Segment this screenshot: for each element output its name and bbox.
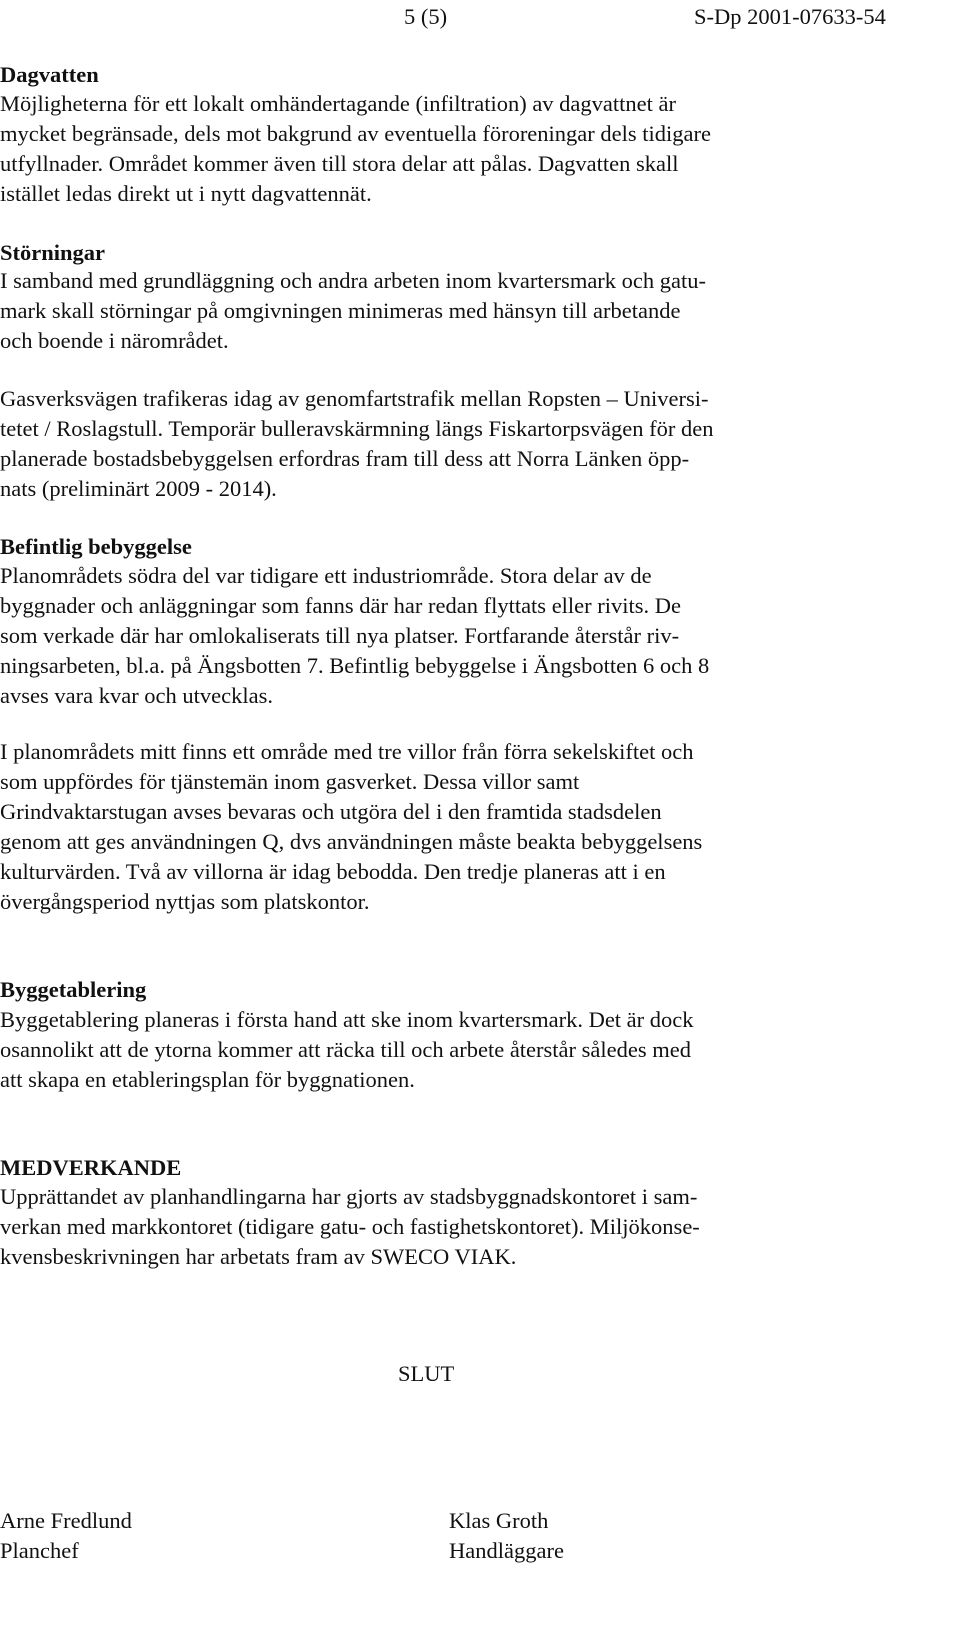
signature-name: Klas Groth xyxy=(449,1508,549,1533)
section-body-dagvatten xyxy=(0,89,711,209)
signature-name: Arne Fredlund xyxy=(0,1508,132,1533)
signature-title: Handläggare xyxy=(449,1538,564,1563)
signature-right xyxy=(449,1506,564,1566)
signature-left xyxy=(0,1506,132,1566)
section-body-befintlig-2 xyxy=(0,737,702,917)
text-line: Byggetablering planeras i första hand att ske inom kvartersmark. Det är dock xyxy=(0,1007,694,1032)
text-line: I planområdets mitt finns ett område med tre villor från förra sekelskiftet och xyxy=(0,739,694,764)
text-line: och boende i närområdet. xyxy=(0,328,229,353)
text-line: mycket begränsade, dels mot bakgrund av eventuella föroreningar dels tidigare xyxy=(0,121,711,146)
text-line: Upprättandet av planhandlingarna har gjorts av stadsbyggnadskontoret i sam- xyxy=(0,1184,698,1209)
text-line: övergångsperiod nyttjas som platskontor. xyxy=(0,889,370,914)
text-line: att skapa en etableringsplan för byggnationen. xyxy=(0,1067,415,1092)
section-body-medverkande xyxy=(0,1182,700,1272)
text-line: kvensbeskrivningen har arbetats fram av SWECO VIAK. xyxy=(0,1244,517,1269)
text-line: mark skall störningar på omgivningen minimeras med hänsyn till arbetande xyxy=(0,298,681,323)
section-heading-dagvatten: Dagvatten xyxy=(0,62,99,87)
text-line: verkan med markkontoret (tidigare gatu- och fastighetskontoret). Miljökonse- xyxy=(0,1214,700,1239)
section-heading-storningar: Störningar xyxy=(0,240,106,265)
section-body-byggetablering xyxy=(0,1005,694,1095)
section-heading-byggetablering: Byggetablering xyxy=(0,977,147,1002)
text-line: nats (preliminärt 2009 - 2014). xyxy=(0,476,277,501)
text-line: osannolikt att de ytorna kommer att räcka till och arbete återstår således med xyxy=(0,1037,691,1062)
section-heading-befintlig: Befintlig bebyggelse xyxy=(0,534,192,559)
section-heading-medverkande: MEDVERKANDE xyxy=(0,1155,182,1180)
text-line: Möjligheterna för ett lokalt omhändertagande (infiltration) av dagvattnet är xyxy=(0,91,676,116)
text-line: Grindvaktarstugan avses bevaras och utgöra del i den framtida stadsdelen xyxy=(0,799,662,824)
text-line: kulturvärden. Två av villorna är idag bebodda. Den tredje planeras att i en xyxy=(0,859,666,884)
text-line: ningsarbeten, bl.a. på Ängsbotten 7. Befintlig bebyggelse i Ängsbotten 6 och 8 xyxy=(0,653,710,678)
section-body-storningar-2 xyxy=(0,384,714,504)
text-line: Gasverksvägen trafikeras idag av genomfartstrafik mellan Ropsten – Universi- xyxy=(0,386,709,411)
text-line: planerade bostadsbebyggelsen erfordras fram till dess att Norra Länken öpp- xyxy=(0,446,690,471)
closing-text: SLUT xyxy=(398,1361,455,1386)
text-line: avses vara kvar och utvecklas. xyxy=(0,683,274,708)
text-line: tetet / Roslagstull. Temporär bulleravskärmning längs Fiskartorpsvägen för den xyxy=(0,416,714,441)
text-line: som verkade där har omlokaliserats till nya platser. Fortfarande återstår riv- xyxy=(0,623,680,648)
page-number: 5 (5) xyxy=(404,4,448,29)
text-line: som uppfördes för tjänstemän inom gasverket. Dessa villor samt xyxy=(0,769,580,794)
text-line: Planområdets södra del var tidigare ett industriområde. Stora delar av de xyxy=(0,563,652,588)
section-body-storningar-1 xyxy=(0,266,706,356)
section-body-befintlig-1 xyxy=(0,561,709,711)
text-line: genom att ges användningen Q, dvs användningen måste beakta bebyggelsens xyxy=(0,829,703,854)
document-id: S-Dp 2001-07633-54 xyxy=(694,4,886,29)
text-line: I samband med grundläggning och andra arbeten inom kvartersmark och gatu- xyxy=(0,268,707,293)
text-line: istället ledas direkt ut i nytt dagvattennät. xyxy=(0,181,372,206)
text-line: utfyllnader. Området kommer även till stora delar att pålas. Dagvatten skall xyxy=(0,151,679,176)
text-line: byggnader och anläggningar som fanns där har redan flyttats eller rivits. De xyxy=(0,593,682,618)
signature-title: Planchef xyxy=(0,1538,79,1563)
